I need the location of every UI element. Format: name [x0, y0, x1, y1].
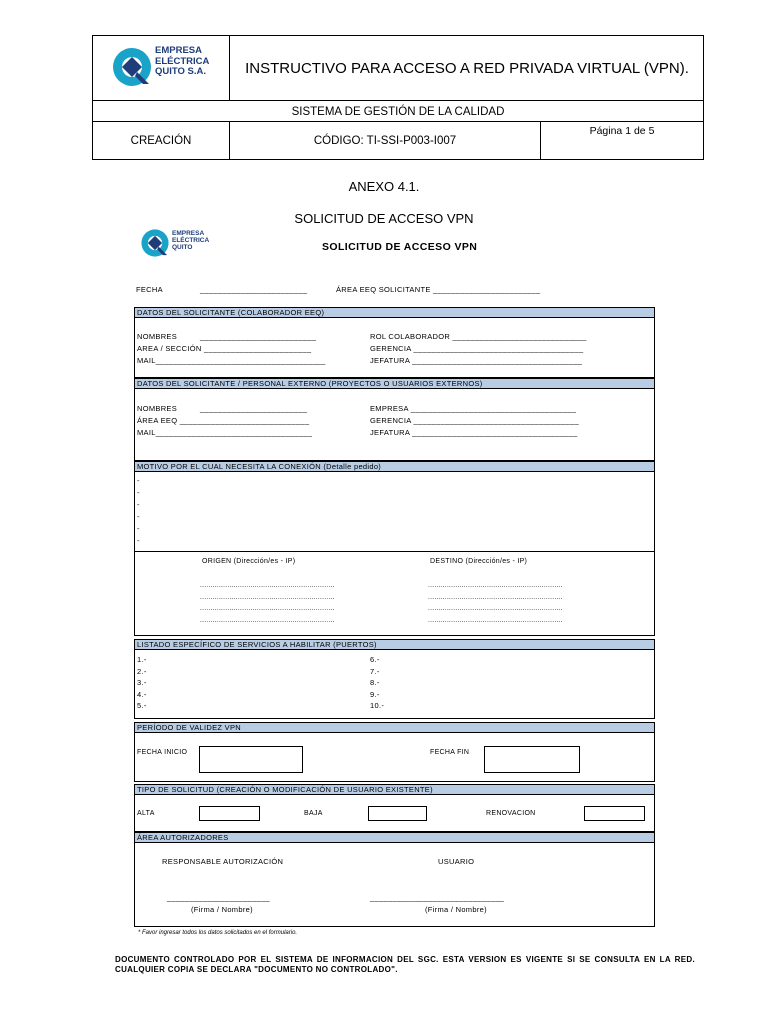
area-seccion-field: AREA / SECCIÓN ________________________	[137, 344, 312, 353]
destino-line: ................................................................	[428, 582, 563, 589]
destino-line: ................................................................	[428, 616, 563, 624]
motivo-item: -	[137, 524, 140, 533]
section-box-autorizadores	[134, 842, 655, 927]
origen-label: ORIGEN (Dirección/es - IP)	[202, 558, 296, 565]
form-note: * Favor ingresar todos los datos solicitados en el formulario.	[138, 930, 298, 936]
destino-label: DESTINO (Dirección/es - IP)	[430, 558, 528, 565]
section-box-servicios	[134, 649, 655, 719]
fecha-inicio-field[interactable]	[199, 746, 303, 773]
creation-label: CREACIÓN	[130, 135, 192, 147]
servicio-item: 7.-	[370, 666, 380, 676]
renovacion-checkbox[interactable]	[584, 806, 645, 821]
section-header-motivo: MOTIVO POR EL CUAL NECESITA LA CONEXIÓN (Detalle pedido)	[134, 461, 655, 472]
origen-line: ................................................................	[200, 616, 335, 624]
section-header-tipo: TIPO DE SOLICITUD (CREACIÓN O MODIFICACIÓN DE USUARIO EXISTENTE)	[134, 784, 655, 795]
ext-jefatura-field: JEFATURA _____________________________________	[370, 428, 578, 437]
motivo-item: -	[137, 500, 140, 509]
servicio-item: 10.-	[370, 701, 385, 710]
ext-nombres-label: NOMBRES	[137, 404, 178, 413]
ext-empresa-field: EMPRESA _____________________________________	[370, 404, 577, 413]
document-title: INSTRUCTIVO PARA ACCESO A RED PRIVADA VIRTUAL (VPN).	[245, 59, 689, 77]
servicios-left-list	[137, 654, 147, 712]
ext-mail-field: MAIL___________________________________	[137, 428, 313, 437]
company-logo-icon	[111, 46, 153, 88]
form-company-line: ELÉCTRICA	[172, 237, 210, 244]
fecha-fin-field[interactable]	[484, 746, 580, 773]
servicio-item: 5.-	[137, 701, 147, 710]
page-of: de	[633, 125, 646, 137]
rol-field: ROL COLABORADOR ______________________________	[370, 332, 587, 341]
renovacion-label: RENOVACION	[486, 810, 536, 817]
servicio-item: 8.-	[370, 678, 380, 687]
company-name-line: ELÉCTRICA	[155, 55, 210, 67]
nombres-line: __________________________	[200, 332, 317, 341]
motivo-item: -	[137, 476, 140, 485]
baja-checkbox[interactable]	[368, 806, 427, 821]
motivo-list	[137, 475, 140, 547]
servicio-item: 6.-	[370, 655, 380, 664]
mail-field: MAIL______________________________________	[137, 356, 326, 365]
gerencia-field: GERENCIA ______________________________________	[370, 344, 584, 353]
company-name-line: EMPRESA	[155, 45, 202, 56]
fecha-label: FECHA	[136, 285, 163, 294]
baja-label: BAJA	[304, 810, 323, 817]
document-header-table	[92, 35, 704, 160]
servicio-item: 4.-	[137, 689, 147, 699]
firma-caption-responsable: (Firma / Nombre)	[191, 905, 253, 914]
usuario-label: USUARIO	[438, 857, 475, 866]
page-number: 1	[625, 125, 632, 137]
form-company-name	[172, 230, 209, 251]
motivo-item: -	[137, 488, 140, 497]
section-header-externo: DATOS DEL SOLICITANTE / PERSONAL EXTERNO (PROYECTOS O USUARIOS EXTERNOS)	[134, 378, 655, 389]
document-heading: SOLICITUD DE ACCESO VPN	[294, 211, 474, 226]
form-logo-icon	[140, 228, 170, 258]
servicio-item: 2.-	[137, 666, 147, 676]
servicio-item: 9.-	[370, 689, 380, 699]
fecha-line: ________________________	[200, 285, 308, 294]
ext-nombres-line: ________________________	[200, 404, 308, 413]
destino-line: ................................................................	[428, 605, 563, 612]
origen-lines	[200, 580, 335, 626]
ext-gerencia-field: GERENCIA _____________________________________	[370, 416, 579, 425]
servicio-item: 3.-	[137, 678, 147, 687]
ext-area-field: ÁREA EEQ _____________________________	[137, 416, 310, 425]
firma-caption-usuario: (Firma / Nombre)	[425, 905, 487, 914]
annex-heading: ANEXO 4.1.	[348, 179, 420, 194]
section-header-servicios: LISTADO ESPECÍFICO DE SERVICIOS A HABILITAR (PUERTOS)	[134, 639, 655, 650]
form-company-line: QUITO	[172, 244, 193, 251]
responsable-label: RESPONSABLE AUTORIZACIÓN	[162, 857, 284, 866]
origen-line: ................................................................	[200, 582, 335, 589]
fecha-fin-label: FECHA FIN	[430, 749, 470, 756]
firma-line-responsable: _______________________	[167, 893, 270, 902]
company-name	[155, 46, 209, 78]
destino-lines	[428, 580, 563, 626]
fecha-inicio-label: FECHA INICIO	[137, 749, 188, 756]
alta-checkbox[interactable]	[199, 806, 260, 821]
section-header-colaborador: DATOS DEL SOLICITANTE (COLABORADOR EEQ)	[134, 307, 655, 318]
document-code: CÓDIGO: TI-SSI-P003-I007	[313, 135, 457, 147]
area-solicitante-field: ÁREA EEQ SOLICITANTE ________________________	[336, 285, 541, 294]
document-control-footer: DOCUMENTO CONTROLADO POR EL SISTEMA DE INFORMACION DEL SGC. ESTA VERSION ES VIGENTE SI SE CONSULTA EN LA RED. CUALQUIER COPIA SE DECLARA "DOCUMENTO NO CONTROLADO".	[115, 955, 695, 974]
nombres-label: NOMBRES	[137, 332, 178, 341]
firma-line-usuario: ______________________________	[370, 893, 505, 902]
form-company-line: EMPRESA	[172, 230, 205, 237]
page-indicator	[541, 124, 703, 138]
destino-line: ................................................................	[428, 593, 563, 601]
section-header-validez: PERÍODO DE VALIDEZ VPN	[134, 722, 655, 733]
form-title: SOLICITUD DE ACCESO VPN	[322, 241, 478, 253]
page-total: 5	[648, 125, 655, 137]
origen-line: ................................................................	[200, 593, 335, 601]
alta-label: ALTA	[137, 810, 155, 817]
quality-system-label: SISTEMA DE GESTIÓN DE LA CALIDAD	[291, 105, 505, 118]
motivo-item: -	[137, 512, 140, 521]
servicio-item: 1.-	[137, 655, 147, 664]
section-header-autorizadores: ÁREA AUTORIZADORES	[134, 832, 655, 843]
divider	[134, 551, 655, 552]
page-label: Página	[589, 125, 623, 137]
servicios-right-list	[370, 654, 384, 712]
origen-line: ................................................................	[200, 605, 335, 612]
motivo-item: -	[137, 536, 140, 545]
jefatura-field: JEFATURA ______________________________________	[370, 356, 583, 365]
company-name-line: QUITO S.A.	[155, 66, 207, 77]
